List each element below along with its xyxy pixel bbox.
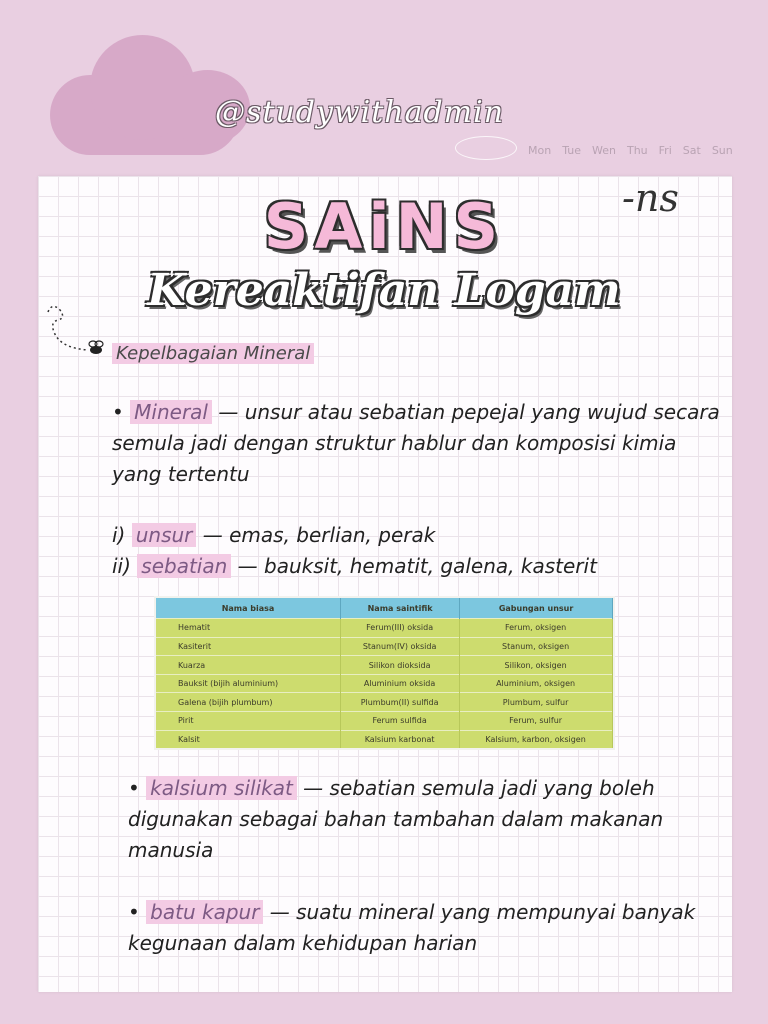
table-cell: Ferum(III) oksida xyxy=(341,619,460,638)
table-cell: Bauksit (bijih aluminium) xyxy=(156,674,341,693)
table-cell: Kalsium, karbon, oksigen xyxy=(460,730,613,748)
term-highlight: unsur xyxy=(132,523,197,547)
list-item xyxy=(112,520,722,551)
list-prefix: i) xyxy=(112,523,132,547)
table-row xyxy=(156,712,613,731)
list-prefix: ii) xyxy=(112,554,138,578)
paragraph-batu-kapur xyxy=(128,897,728,959)
term-highlight: batu kapur xyxy=(146,900,263,924)
bullet: • xyxy=(128,776,140,800)
author-handle: @studywithadmin xyxy=(215,95,505,130)
table-cell: Pirit xyxy=(156,712,341,731)
section-heading-label: Kepelbagaian Mineral xyxy=(112,343,314,364)
table-cell: Ferum, oksigen xyxy=(460,619,613,638)
table-row xyxy=(156,730,613,748)
table-cell: Galena (bijih plumbum) xyxy=(156,693,341,712)
paragraph-types xyxy=(112,520,722,582)
table-cell: Kasiterit xyxy=(156,637,341,656)
bee-doodle-icon xyxy=(44,300,114,360)
table-cell: Aluminium, oksigen xyxy=(460,674,613,693)
section-heading xyxy=(112,338,314,369)
table-cell: Silikon, oksigen xyxy=(460,656,613,675)
paragraph-text: — suatu mineral yang mempunyai banyak kegunaan dalam kehidupan harian xyxy=(128,900,696,955)
table-cell: Plumbum(II) sulfida xyxy=(341,693,460,712)
bullet: • xyxy=(128,900,140,924)
table-cell: Kalsium karbonat xyxy=(341,730,460,748)
weekday-label: Wen xyxy=(592,144,616,157)
table-cell: Hematit xyxy=(156,619,341,638)
table-cell: Stanum(IV) oksida xyxy=(341,637,460,656)
table-cell: Kuarza xyxy=(156,656,341,675)
weekday-label: Tue xyxy=(562,144,581,157)
table-row xyxy=(156,674,613,693)
paragraph-text: — sebatian semula jadi yang boleh digunakan sebagai bahan tambahan dalam makanan manusia xyxy=(128,776,664,862)
paragraph-kalsium-silikat xyxy=(128,773,728,866)
page-subtitle: Kereaktifan Logam xyxy=(147,265,621,316)
table-cell: Stanum, oksigen xyxy=(460,637,613,656)
table-cell: Aluminium oksida xyxy=(341,674,460,693)
paragraph-mineral xyxy=(112,397,722,490)
table-header-row xyxy=(156,598,613,619)
list-item xyxy=(112,551,722,582)
page-title: SAiNS xyxy=(263,190,505,263)
doodle-oval xyxy=(455,136,517,160)
table-cell: Plumbum, sulfur xyxy=(460,693,613,712)
table-row xyxy=(156,693,613,712)
table-row xyxy=(156,637,613,656)
table-cell: Silikon dioksida xyxy=(341,656,460,675)
table-cell: Kalsit xyxy=(156,730,341,748)
paragraph-text: — unsur atau sebatian pepejal yang wujud secara semula jadi dengan struktur hablur dan komposisi kimia yang tertentu xyxy=(112,400,720,486)
signoff-initials: -ns xyxy=(622,176,679,220)
weekday-strip xyxy=(528,144,733,157)
list-text: — emas, berlian, perak xyxy=(196,523,436,547)
list-text: — bauksit, hematit, galena, kasterit xyxy=(231,554,597,578)
weekday-label: Mon xyxy=(528,144,552,157)
table-cell: Ferum sulfida xyxy=(341,712,460,731)
column-header: Nama biasa xyxy=(156,598,341,619)
column-header: Nama saintifik xyxy=(341,598,460,619)
term-highlight: Mineral xyxy=(130,400,212,424)
term-highlight: kalsium silikat xyxy=(146,776,297,800)
bullet: • xyxy=(112,400,124,424)
weekday-label: Thu xyxy=(626,144,648,157)
weekday-label: Fri xyxy=(658,144,672,157)
table-cell: Ferum, sulfur xyxy=(460,712,613,731)
column-header: Gabungan unsur xyxy=(460,598,613,619)
table-row xyxy=(156,656,613,675)
table-row xyxy=(156,619,613,638)
mineral-table xyxy=(154,596,615,750)
weekday-label: Sun xyxy=(711,144,733,157)
weekday-label: Sat xyxy=(682,144,701,157)
term-highlight: sebatian xyxy=(137,554,231,578)
